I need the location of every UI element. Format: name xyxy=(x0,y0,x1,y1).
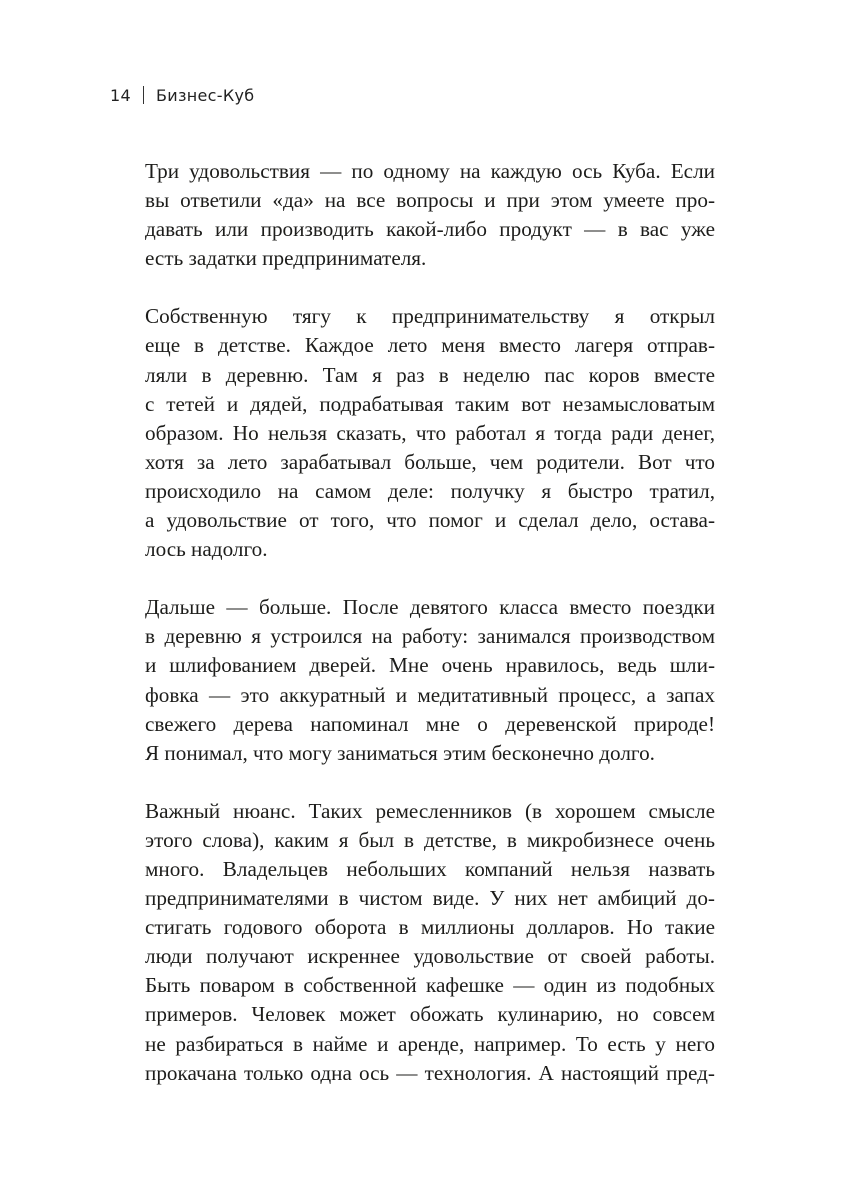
text-line: Собственную тягу к предпринимательству я открыл xyxy=(145,304,715,329)
text-line: еще в детстве. Каждое лето меня вместо лагеря отправ- xyxy=(145,333,715,358)
text-line: Три удовольствия — по одному на каждую ось Куба. Если xyxy=(145,159,715,183)
text-line: вы ответили «да» на все вопросы и при этом умеете про- xyxy=(145,188,715,213)
header-separator xyxy=(143,86,144,104)
text-line: фовка — это аккуратный и медитативный процесс, а запах xyxy=(145,682,715,707)
book-title: Бизнес-Куб xyxy=(155,86,255,105)
text-line: Важный нюанс. Таких ремесленников (в хорошем смысле xyxy=(145,798,715,823)
text-line: свежего дерева напоминал мне о деревенской природе! xyxy=(145,711,715,736)
text-line: Я понимал, что могу заниматься этим бесконечно долго. xyxy=(145,740,655,765)
text-line: Быть поваром в собственной кафешке — один из подобных xyxy=(145,973,715,998)
text-line: стигать годового оборота в миллионы долларов. Но такие xyxy=(145,915,715,940)
text-line: этого слова), каким я был в детстве, в микробизнесе очень xyxy=(145,827,715,852)
page-number: 14 xyxy=(110,86,131,105)
text-line: лось надолго. xyxy=(145,537,268,562)
text-line: ляли в деревню. Там я раз в неделю пас коров вместе xyxy=(145,362,715,387)
text-line: хотя за лето зарабатывал больше, чем родители. Вот что xyxy=(145,449,715,474)
body-text xyxy=(145,157,715,1117)
text-line: предпринимателями в чистом виде. У них нет амбиций до- xyxy=(145,886,715,911)
text-line: с тетей и дядей, подрабатывая таким вот незамысловатым xyxy=(145,391,715,416)
paragraph xyxy=(145,157,715,273)
text-line: и шлифованием дверей. Мне очень нравилось, ведь шли- xyxy=(145,653,715,678)
text-line: происходило на самом деле: получку я быстро тратил, xyxy=(145,478,715,503)
text-line: прокачана только одна ось — технология. А настоящий пред- xyxy=(145,1060,715,1085)
text-line: примеров. Человек может обожать кулинарию, но совсем xyxy=(145,1002,715,1027)
paragraph xyxy=(145,302,715,564)
running-header xyxy=(110,86,254,105)
paragraph xyxy=(145,797,715,1088)
text-line: образом. Но нельзя сказать, что работал я тогда ради денег, xyxy=(145,420,715,445)
text-line: много. Владельцев небольших компаний нельзя назвать xyxy=(145,856,715,881)
paragraph xyxy=(145,593,715,768)
text-line: люди получают искреннее удовольствие от своей работы. xyxy=(145,944,715,969)
text-line: есть задатки предпринимателя. xyxy=(145,246,427,271)
text-line: не разбираться в найме и аренде, например. То есть у него xyxy=(145,1031,715,1056)
text-line: Дальше — больше. После девятого класса вместо поездки xyxy=(145,595,715,620)
text-line: давать или производить какой-либо продукт — в вас уже xyxy=(145,217,715,242)
text-line: в деревню я устроился на работу: занимался производством xyxy=(145,624,715,649)
text-line: а удовольствие от того, что помог и сделал дело, остава- xyxy=(145,508,715,533)
